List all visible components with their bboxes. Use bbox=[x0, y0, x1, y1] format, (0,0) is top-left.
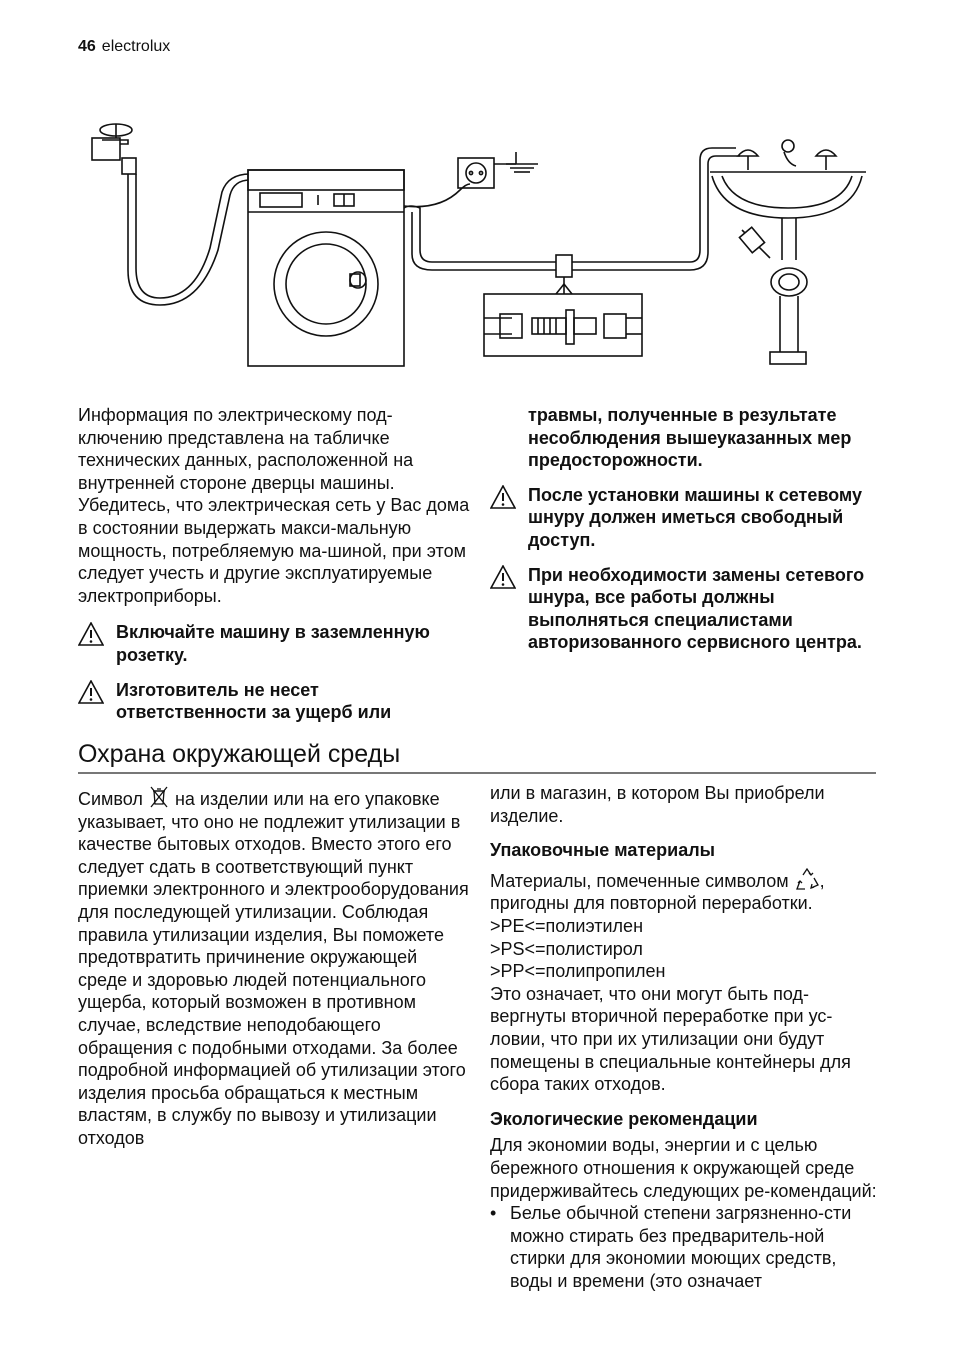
packaging-paragraph bbox=[490, 868, 882, 915]
material-ps: >PS<=полистирол bbox=[490, 938, 643, 959]
weee-text-before: Символ bbox=[78, 789, 143, 809]
weee-continuation: или в магазин, в котором Вы приобрели изделие. bbox=[490, 783, 825, 826]
page-header bbox=[78, 38, 170, 56]
packaging-note: Это означает, что они могут быть под-вергнуты вторичной переработке при ус-ловии, что при их утилизации они будут помещены в специальные контейнеры для сбора таких отходов. bbox=[490, 983, 851, 1095]
packaging-heading: Упаковочные материалы bbox=[490, 840, 716, 861]
list-item bbox=[490, 1202, 882, 1292]
bullet-text: Белье обычной степени загрязненно-сти можно стирать без предваритель-ной стирки для экономии моющих средств, воды и времени (это означает bbox=[510, 1203, 852, 1291]
eco-paragraph: Для экономии воды, энергии и с целью бережного отношения к окружающей среде придерживайтесь следующих ре-комендаций: bbox=[490, 1135, 877, 1201]
section-title: Охрана окружающей среды bbox=[78, 740, 401, 768]
weee-text-after: на изделии или на его упаковке указывает, что оно не подлежит утилизации в качестве бытовых отходов. Вместо этого его следует сдать в соответствующий пункт приемки электронного и электрооборудования для последующей утилизации. Соблюдая правила утилизации изделия, Вы поможете предотвратить причинение окружающей среде и здоровью людей потенциального ущерба, который возможен в противном случае, вследствие неподобающего обращения с подобными отходами. За более подробной информацией об утилизации этого изделия просьба обращаться к местным властям, в службу по вывозу и утилизации отходов bbox=[78, 789, 469, 1148]
warning-text: При необходимости замены сетевого шнура, все работы должны выполняться специалистами авторизованного сервисного центра. bbox=[528, 564, 865, 653]
warning-text: Включайте машину в заземленную розетку. bbox=[116, 622, 430, 665]
washing-machine-icon bbox=[248, 170, 404, 366]
right-column bbox=[490, 404, 882, 654]
packaging-text-before: Материалы, помеченные символом bbox=[490, 870, 789, 891]
warning-triangle-icon bbox=[490, 485, 516, 509]
sink-icon bbox=[710, 140, 866, 364]
bullet-icon: • bbox=[490, 1203, 497, 1224]
weee-paragraph bbox=[78, 786, 470, 1150]
material-pe: >PE<=полиэтилен bbox=[490, 915, 644, 936]
warning-triangle-icon bbox=[78, 680, 104, 704]
warning-grounded-socket bbox=[78, 621, 470, 666]
warning-triangle-icon bbox=[490, 565, 516, 589]
env-left-column bbox=[78, 786, 470, 1150]
power-socket-icon bbox=[458, 152, 538, 188]
warning-text: После установки машины к сетевому шнуру должен иметься свободный доступ. bbox=[528, 484, 863, 550]
hose-connector-detail bbox=[484, 294, 642, 356]
warning-free-access bbox=[490, 484, 882, 552]
warning-text: Изготовитель не несет ответственности за ущерб или bbox=[116, 679, 392, 723]
electrical-info-text: Информация по электрическому под-ключению представлена на табличке технических данных, расположенной на внутренней стороне дверцы машины. Убедитесь, что электрическая сеть у Вас дома в состоянии выдержать макси-мальную мощность, потребляемую ма-шиной, при этом следует учесть и другие эксплуатируемые электроприборы. bbox=[78, 405, 470, 606]
eco-heading: Экологические рекомендации bbox=[490, 1108, 758, 1129]
warning-continuation: травмы, полученные в результате несоблюдения вышеуказанных мер предосторожности. bbox=[528, 405, 852, 471]
water-tap-icon bbox=[92, 124, 136, 174]
recycle-icon bbox=[794, 868, 820, 890]
left-column bbox=[78, 404, 470, 724]
installation-diagram bbox=[0, 100, 954, 380]
page-number: 46 bbox=[78, 38, 96, 55]
material-pp: >PP<=полипропилен bbox=[490, 961, 666, 982]
warning-liability bbox=[78, 679, 470, 724]
packaging-text-after: , пригодны для повторной переработки. bbox=[490, 870, 825, 914]
warning-triangle-icon bbox=[78, 622, 104, 646]
brand-name: electrolux bbox=[101, 38, 171, 55]
warning-cord-replacement bbox=[490, 564, 882, 654]
env-right-column bbox=[490, 782, 882, 1292]
section-divider bbox=[78, 772, 876, 774]
crossed-bin-icon bbox=[148, 786, 170, 808]
